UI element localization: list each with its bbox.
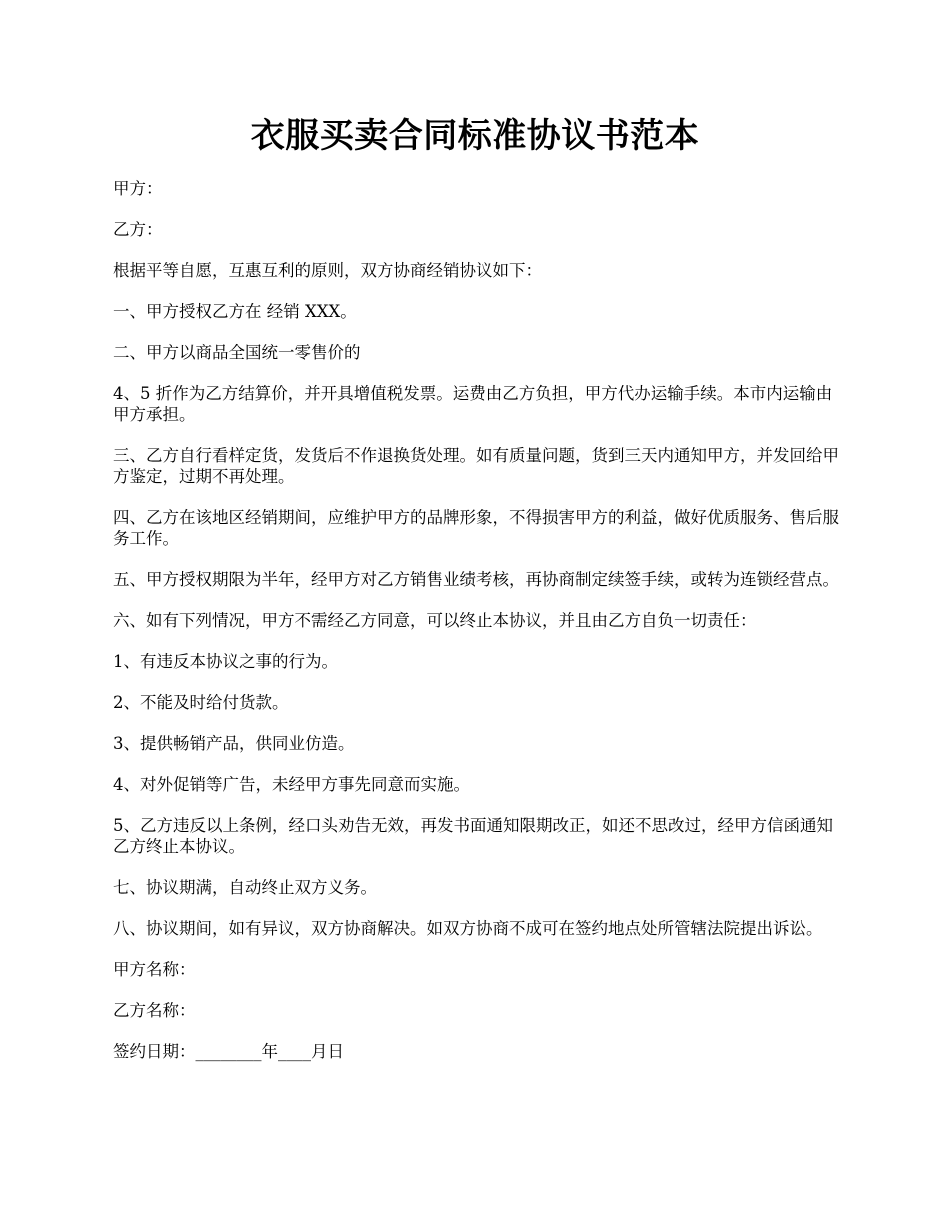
clause-4: 四、乙方在该地区经销期间，应维护甲方的品牌形象，不得损害甲方的利益，做好优质服务、售后服务工作。 [113, 508, 839, 548]
clause-5: 五、甲方授权期限为半年，经甲方对乙方销售业绩考核，再协商制定续签手续，或转为连锁经营点。 [113, 570, 839, 589]
party-b-line: 乙方： [113, 220, 163, 239]
clause-6: 六、如有下列情况，甲方不需经乙方同意，可以终止本协议，并且由乙方自负一切责任： [113, 611, 757, 630]
party-a-line: 甲方： [113, 179, 163, 198]
clause-2-settlement: 4、5 折作为乙方结算价，并开具增值税发票。运费由乙方负担，甲方代办运输手续。本市内运输由甲方承担。 [113, 384, 833, 424]
clause-1: 一、甲方授权乙方在 经销 XXX。 [113, 302, 357, 321]
preamble: 根据平等自愿，互惠互利的原则，双方协商经销协议如下： [113, 261, 542, 280]
document-body [113, 178, 843, 1082]
clause-6-item-4: 4、对外促销等广告，未经甲方事先同意而实施。 [113, 775, 470, 794]
clause-6-item-5: 5、乙方违反以上条例，经口头劝告无效，再发书面通知限期改正，如还不思改过，经甲方信函通知乙方终止本协议。 [113, 816, 833, 856]
clause-6-item-3: 3、提供畅销产品，供同业仿造。 [113, 734, 355, 753]
party-b-name-line: 乙方名称： [113, 1001, 196, 1020]
document-title: 衣服买卖合同标准协议书范本 [250, 116, 700, 156]
clause-7: 七、协议期满，自动终止双方义务。 [113, 878, 377, 897]
clause-8: 八、协议期间，如有异议，双方协商解决。如双方协商不成可在签约地点处所管辖法院提出诉讼。 [113, 919, 823, 938]
party-a-name-line: 甲方名称： [113, 960, 196, 979]
clause-3: 三、乙方自行看样定货，发货后不作退换货处理。如有质量问题，货到三天内通知甲方，并发回给甲方鉴定，过期不再处理。 [113, 446, 839, 486]
clause-6-item-2: 2、不能及时给付货款。 [113, 693, 289, 712]
clause-2: 二、甲方以商品全国统一零售价的 [113, 343, 361, 362]
clause-6-item-1: 1、有违反本协议之事的行为。 [113, 652, 338, 671]
signing-date-line: 签约日期：________年____月日 [113, 1042, 344, 1061]
